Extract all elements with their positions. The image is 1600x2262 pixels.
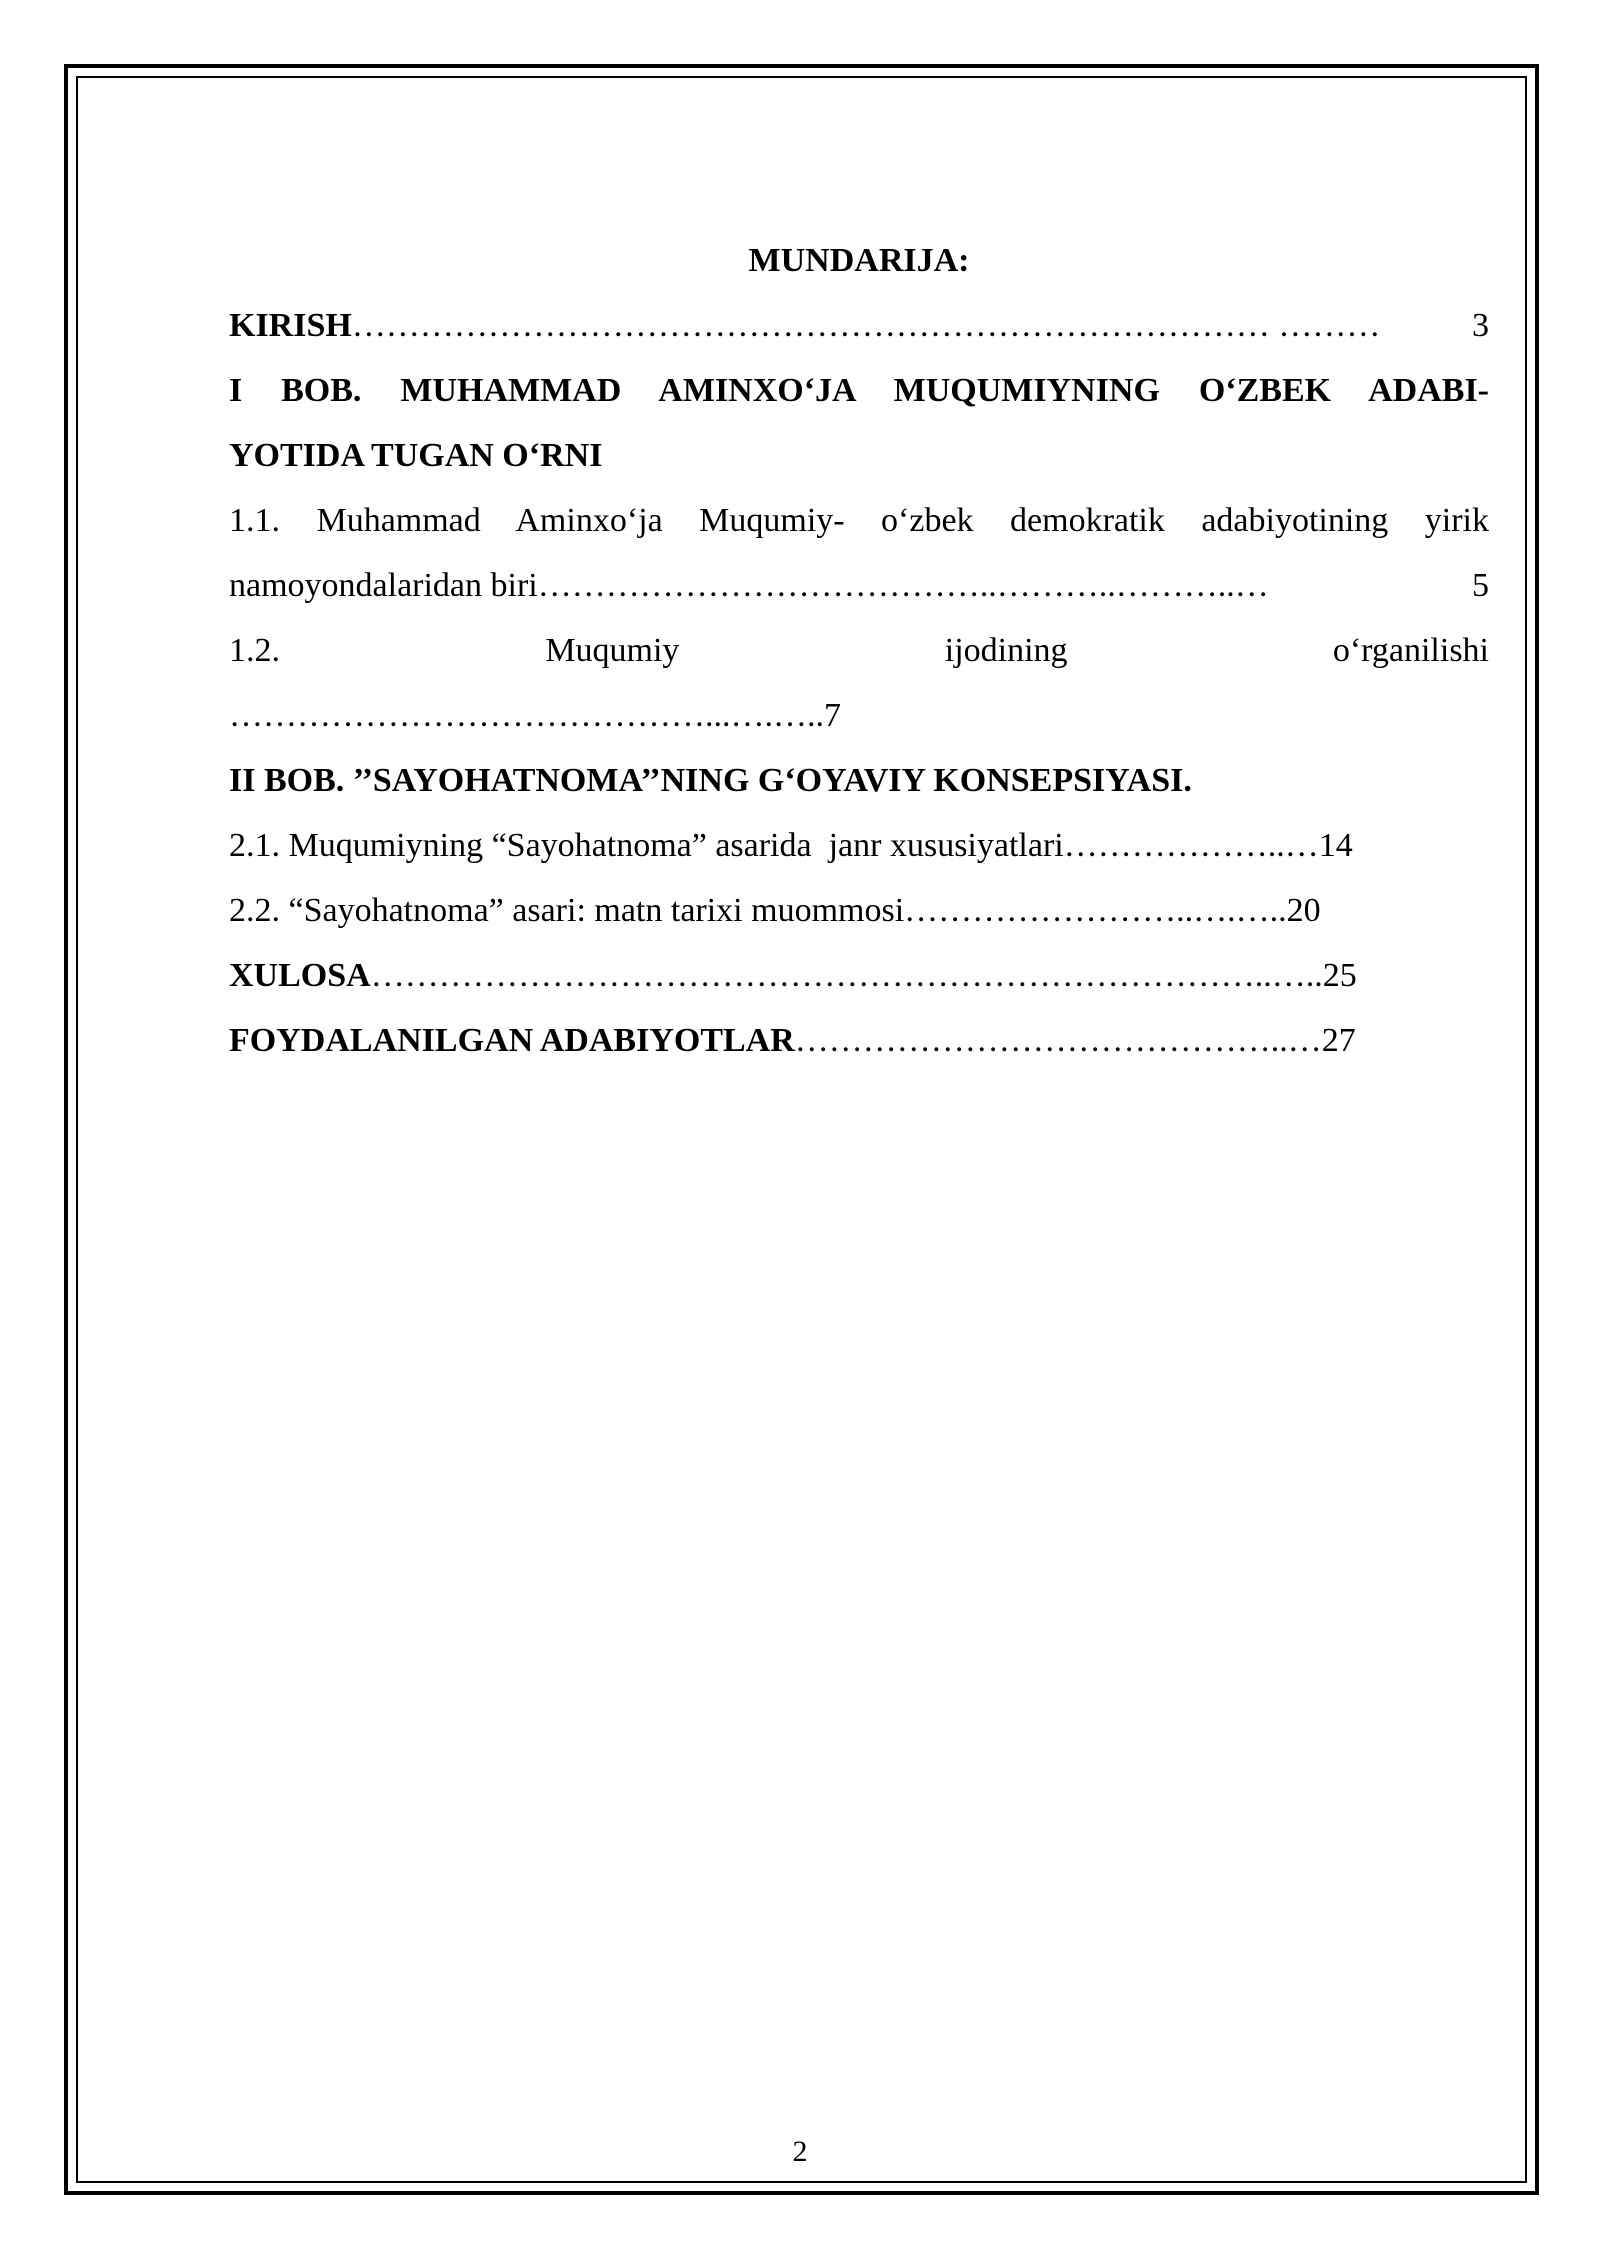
toc-page-number: 7 bbox=[824, 697, 841, 734]
toc-leader: ……………………………………………………………………… ……… bbox=[351, 307, 1381, 344]
toc-entry-title: 2.1. Muqumiyning “Sayohatnoma” asarida janr xususiyatlari bbox=[229, 827, 1064, 864]
table-of-contents bbox=[229, 228, 1489, 1073]
toc-entry-xulosa bbox=[229, 943, 1489, 1008]
toc-entry-word: ijodining bbox=[944, 632, 1068, 669]
toc-page-number: 3 bbox=[1472, 307, 1489, 344]
toc-page-number: 20 bbox=[1286, 892, 1321, 929]
toc-section-1-2-line-2 bbox=[229, 683, 1489, 748]
toc-entry-title: 2.2. “Sayohatnoma” asari: matn tarixi muommosi bbox=[229, 892, 905, 929]
toc-entry-title: namoyondalaridan biri bbox=[229, 567, 538, 604]
toc-leader: ………………..… bbox=[1063, 827, 1319, 864]
toc-section-number: 1.2. bbox=[229, 632, 280, 669]
toc-entry-title: KIRISH bbox=[229, 307, 352, 344]
toc-leader: ……………………..….….. bbox=[904, 892, 1287, 929]
toc-leader: ……………………………………..… bbox=[794, 1022, 1322, 1059]
toc-chapter-2: II BOB. ’’SAYOHATNOMA’’NING G‘OYAVIY KONSEPSIYASI. bbox=[229, 762, 1192, 799]
toc-leader: ……………………………………...….….. bbox=[229, 697, 824, 734]
toc-entry-kirish bbox=[229, 293, 1489, 358]
toc-section-1-1-line-2 bbox=[229, 553, 1489, 618]
toc-page-number: 14 bbox=[1318, 827, 1353, 864]
toc-heading: MUNDARIJA: bbox=[748, 242, 970, 279]
toc-leader: …………………………………..………..………..… bbox=[537, 567, 1269, 604]
toc-page-number: 25 bbox=[1322, 957, 1357, 994]
toc-entry-foydalanilgan-adabiyotlar bbox=[229, 1008, 1489, 1073]
toc-page-number: 27 bbox=[1321, 1022, 1356, 1059]
page-number: 2 bbox=[792, 2135, 808, 2168]
toc-section-2-2 bbox=[229, 878, 1489, 943]
toc-entry-word: Muqumiy bbox=[545, 632, 680, 669]
toc-section-2-1 bbox=[229, 813, 1489, 878]
toc-page-number: 5 bbox=[1472, 567, 1489, 604]
toc-entry-title: XULOSA bbox=[229, 957, 371, 994]
toc-leader: ……………………………………………………………………..….. bbox=[370, 957, 1323, 994]
toc-section-1-2-line-1 bbox=[229, 618, 1489, 683]
toc-entry-word: o‘rganilishi bbox=[1332, 632, 1489, 669]
toc-chapter-1-line-1: I BOB. MUHAMMAD AMINXO‘JA MUQUMIYNING O‘ZBEK ADABI- bbox=[229, 372, 1489, 409]
toc-chapter-1-line-2: YOTIDA TUGAN O‘RNI bbox=[229, 437, 603, 474]
toc-section-1-1-line-1: 1.1. Muhammad Aminxo‘ja Muqumiy- o‘zbek demokratik adabiyotining yirik bbox=[229, 502, 1489, 539]
toc-entry-title: FOYDALANILGAN ADABIYOTLAR bbox=[229, 1022, 795, 1059]
